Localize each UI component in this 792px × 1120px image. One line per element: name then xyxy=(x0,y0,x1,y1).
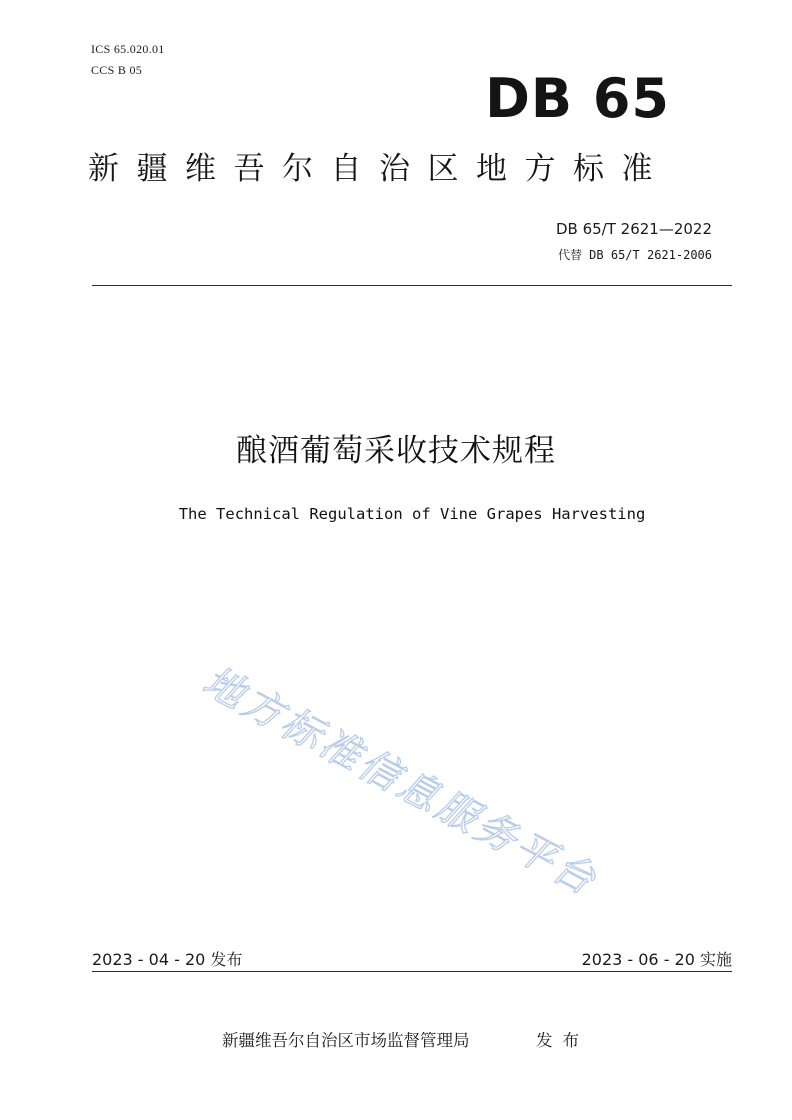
title-english: The Technical Regulation of Vine Grapes Harvesting xyxy=(178,505,646,523)
publisher-name: 新疆维吾尔自治区市场监督管理局 xyxy=(222,1031,470,1050)
bottom-divider xyxy=(92,971,732,972)
standard-number: DB 65/T 2621—2022 xyxy=(555,220,712,238)
standard-type-heading: 新疆维吾尔自治区地方标准 xyxy=(88,151,670,187)
ics-code: ICS 65.020.01 xyxy=(91,42,165,56)
ccs-code: CCS B 05 xyxy=(91,63,143,77)
watermark-text: 地方标准信息服务平台 xyxy=(195,658,606,906)
watermark xyxy=(190,650,660,930)
title-chinese: 酿酒葡萄采收技术规程 xyxy=(236,433,556,469)
issue-date: 2023 - 04 - 20 发布 xyxy=(92,950,243,969)
publish-label: 发布 xyxy=(536,1031,589,1050)
implementation-date: 2023 - 06 - 20 实施 xyxy=(581,950,732,969)
watermark-graphic xyxy=(190,650,660,930)
replaces-standard: 代替 DB 65/T 2621-2006 xyxy=(557,248,712,262)
db65-logo: DB 65 xyxy=(485,67,670,130)
top-divider xyxy=(92,285,732,286)
